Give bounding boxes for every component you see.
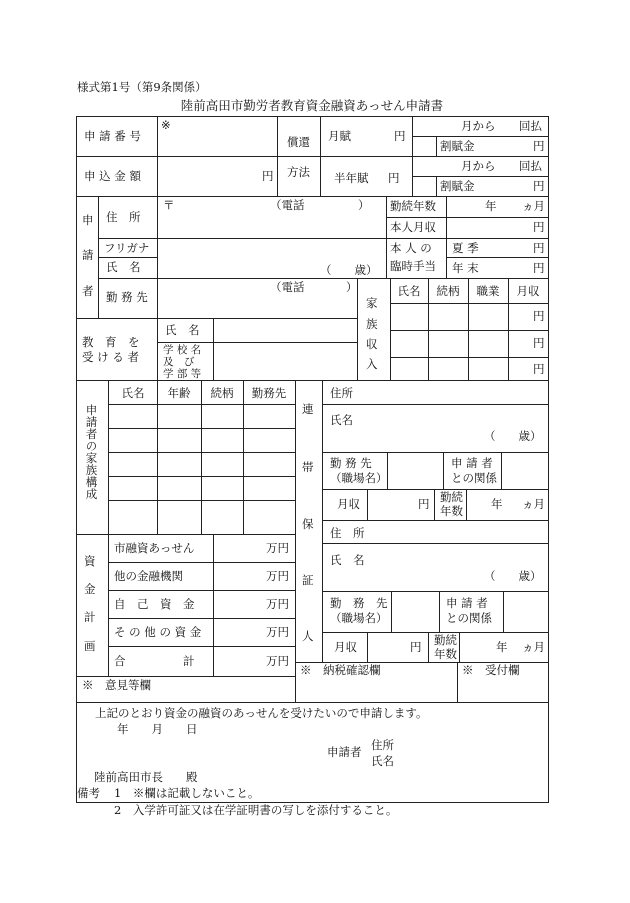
school-label-3: 学 部 等	[163, 368, 202, 380]
family-income-label-4: 入	[366, 357, 378, 371]
address-label: 住 所	[106, 210, 141, 224]
funds-row-other: そ の 他 の 資 金	[114, 625, 202, 639]
funds-man-yen-4: 万円	[266, 625, 289, 639]
bonus-year-end: 年 末	[452, 261, 479, 275]
notes-label: 備考	[77, 786, 100, 800]
funds-row-other-bank: 他の金融機関	[114, 569, 183, 583]
amount-yen: 円	[262, 169, 274, 183]
opinion-label: ※ 意見等欄	[82, 678, 151, 692]
monthly-split-yen: 円	[533, 139, 545, 153]
monthly-income-yen: 円	[533, 220, 545, 234]
declaration: 上記のとおり資金の融資のあっせんを受けたいので申請します。	[95, 706, 428, 720]
guarantor-label-5: 人	[302, 629, 314, 643]
signature-address-label: 住所	[371, 738, 394, 752]
family-income-header-income: 月収	[516, 284, 540, 298]
amount-label: 申 込 金 額	[84, 169, 141, 183]
g1-years-months: ヵ月	[522, 497, 545, 511]
student-label-1: 教 育 を	[82, 335, 140, 349]
semiannual-split-yen: 円	[533, 179, 545, 193]
guarantor-label-2: 帯	[302, 460, 314, 474]
g2-relation-label-1: 申 請 者	[446, 596, 488, 610]
g1-work-label-1: 勤 務 先	[330, 456, 372, 470]
g1-income-label: 月収	[337, 497, 360, 511]
funds-label-1: 資	[84, 554, 96, 568]
school-label-2: 及 び	[163, 356, 195, 368]
application-number-label: 申 請 番 号	[84, 129, 141, 143]
g1-name-label: 氏名	[330, 413, 353, 427]
family-header-age: 年齢	[167, 386, 191, 400]
bonus-label-1: 本 人 の	[390, 241, 432, 255]
signature-name-label: 氏名	[371, 754, 394, 768]
bonus-summer: 夏 季	[452, 241, 479, 255]
tax-label: ※ 納税確認欄	[300, 663, 381, 677]
funds-man-yen-3: 万円	[266, 597, 289, 611]
semiannual-yen: 円	[388, 171, 400, 185]
student-name-label: 氏 名	[165, 323, 200, 337]
applicant-name-label: 氏 名	[106, 260, 141, 274]
monthly-from: 月から	[461, 119, 496, 133]
guarantor-label-4: 証	[302, 573, 314, 587]
phone-close: ）	[358, 198, 370, 212]
g2-years-label-1: 勤続	[434, 633, 457, 647]
funds-label-2: 金	[84, 582, 96, 596]
family-income-yen-1: 円	[533, 309, 545, 323]
family-income-yen-3: 円	[533, 362, 545, 376]
workplace-phone-close: ）	[346, 280, 358, 294]
family-income-yen-2: 円	[533, 336, 545, 350]
applicant-age: （ 歳）	[320, 263, 378, 277]
family-header-relation: 続柄	[210, 386, 234, 400]
family-composition-label: 申請者の家族構成	[84, 404, 99, 500]
funds-row-own: 自 己 資 金	[114, 597, 195, 611]
g1-years-label-1: 勤続	[440, 490, 463, 504]
funds-label-3: 計	[84, 610, 96, 624]
g2-age: （ 歳）	[484, 569, 542, 583]
mayor-address: 陸前高田市長 殿	[94, 770, 198, 784]
applicant-signature-label: 申請者	[327, 745, 362, 759]
family-income-header-job: 職業	[476, 284, 500, 298]
g1-income-yen: 円	[418, 497, 430, 511]
monthly-installments: 回払	[519, 119, 542, 133]
furigana-label: フリガナ	[104, 241, 150, 255]
g2-work-label-1: 勤 務 先	[330, 596, 388, 610]
workplace-label: 勤 務 先	[106, 290, 148, 304]
g2-name-label: 氏 名	[330, 553, 365, 567]
note-2: 2 入学許可証又は在学証明書の写しを添付すること。	[114, 803, 398, 817]
monthly-yen: 円	[394, 129, 406, 143]
bonus-summer-yen: 円	[533, 241, 545, 255]
g2-work-label-2: （職場名）	[330, 611, 388, 625]
workplace-phone-label: （電話	[270, 280, 305, 294]
g1-address-label: 住所	[330, 386, 353, 400]
family-income-label-1: 家	[366, 296, 378, 310]
service-years-months: ヵ月	[522, 199, 545, 213]
funds-row-total: 合 計	[114, 654, 195, 668]
g1-work-label-2: （職場名）	[330, 471, 388, 485]
monthly-split-fee: 割賦金	[440, 139, 475, 153]
funds-label-4: 画	[84, 639, 96, 653]
note-1: 1 ※欄は記載しないこと。	[114, 786, 260, 800]
applicant-label-3: 者	[82, 284, 94, 298]
phone-label: （電話	[270, 198, 305, 212]
semiannual-split-fee: 割賦金	[440, 179, 475, 193]
g1-age: （ 歳）	[484, 429, 542, 443]
form-number: 様式第1号（第9条関係）	[77, 80, 207, 94]
monthly-income-label: 本人月収	[390, 220, 436, 234]
g2-years-label-2: 年数	[434, 647, 457, 661]
funds-row-city-loan: 市融資あっせん	[114, 541, 195, 555]
applicant-label-1: 申	[82, 213, 94, 227]
repayment-label-1: 償還	[287, 135, 310, 149]
family-income-header-relation: 続柄	[436, 284, 460, 298]
applicant-label-2: 請	[82, 248, 94, 262]
family-header-workplace: 勤務先	[251, 386, 287, 400]
service-years-label: 勤続年数	[390, 199, 436, 213]
student-label-2: 受 け る 者	[82, 350, 139, 364]
g1-relation-label-2: との関係	[451, 471, 497, 485]
g2-address-label: 住 所	[330, 526, 365, 540]
g1-years-label-2: 年数	[440, 504, 463, 518]
family-income-label-3: 収	[366, 337, 378, 351]
family-header-name: 氏名	[121, 386, 145, 400]
service-years-year: 年	[485, 199, 497, 213]
semiannual-from: 月から	[461, 159, 496, 173]
application-number-mark: ※	[161, 118, 171, 132]
g1-years-year: 年	[491, 497, 503, 511]
guarantor-label-1: 連	[302, 402, 314, 416]
repayment-label-2: 方法	[287, 165, 310, 179]
g1-relation-label-1: 申 請 者	[451, 456, 493, 470]
monthly-label: 月賦	[328, 129, 351, 143]
semiannual-label: 半年賦	[334, 171, 369, 185]
funds-man-yen-1: 万円	[266, 541, 289, 555]
g2-years-months: ヵ月	[522, 640, 545, 654]
date-line: 年 月 日	[117, 722, 198, 736]
guarantor-label-3: 保	[302, 517, 314, 531]
school-label-1: 学 校 名	[163, 344, 202, 356]
bonus-year-end-yen: 円	[533, 261, 545, 275]
g2-years-year: 年	[496, 640, 508, 654]
semiannual-installments: 回払	[519, 159, 542, 173]
funds-man-yen-2: 万円	[266, 569, 289, 583]
funds-man-yen-5: 万円	[266, 654, 289, 668]
family-income-header-name: 氏名	[397, 284, 421, 298]
received-label: ※ 受付欄	[462, 663, 520, 677]
family-income-label-2: 族	[366, 317, 378, 331]
page-title: 陸前高田市勤労者教育資金融資あっせん申請書	[180, 98, 444, 113]
bonus-label-2: 臨時手当	[390, 259, 436, 273]
g2-income-label: 月収	[334, 640, 357, 654]
g2-relation-label-2: との関係	[446, 611, 492, 625]
g2-income-yen: 円	[410, 640, 422, 654]
postal-mark: 〒	[163, 198, 175, 212]
